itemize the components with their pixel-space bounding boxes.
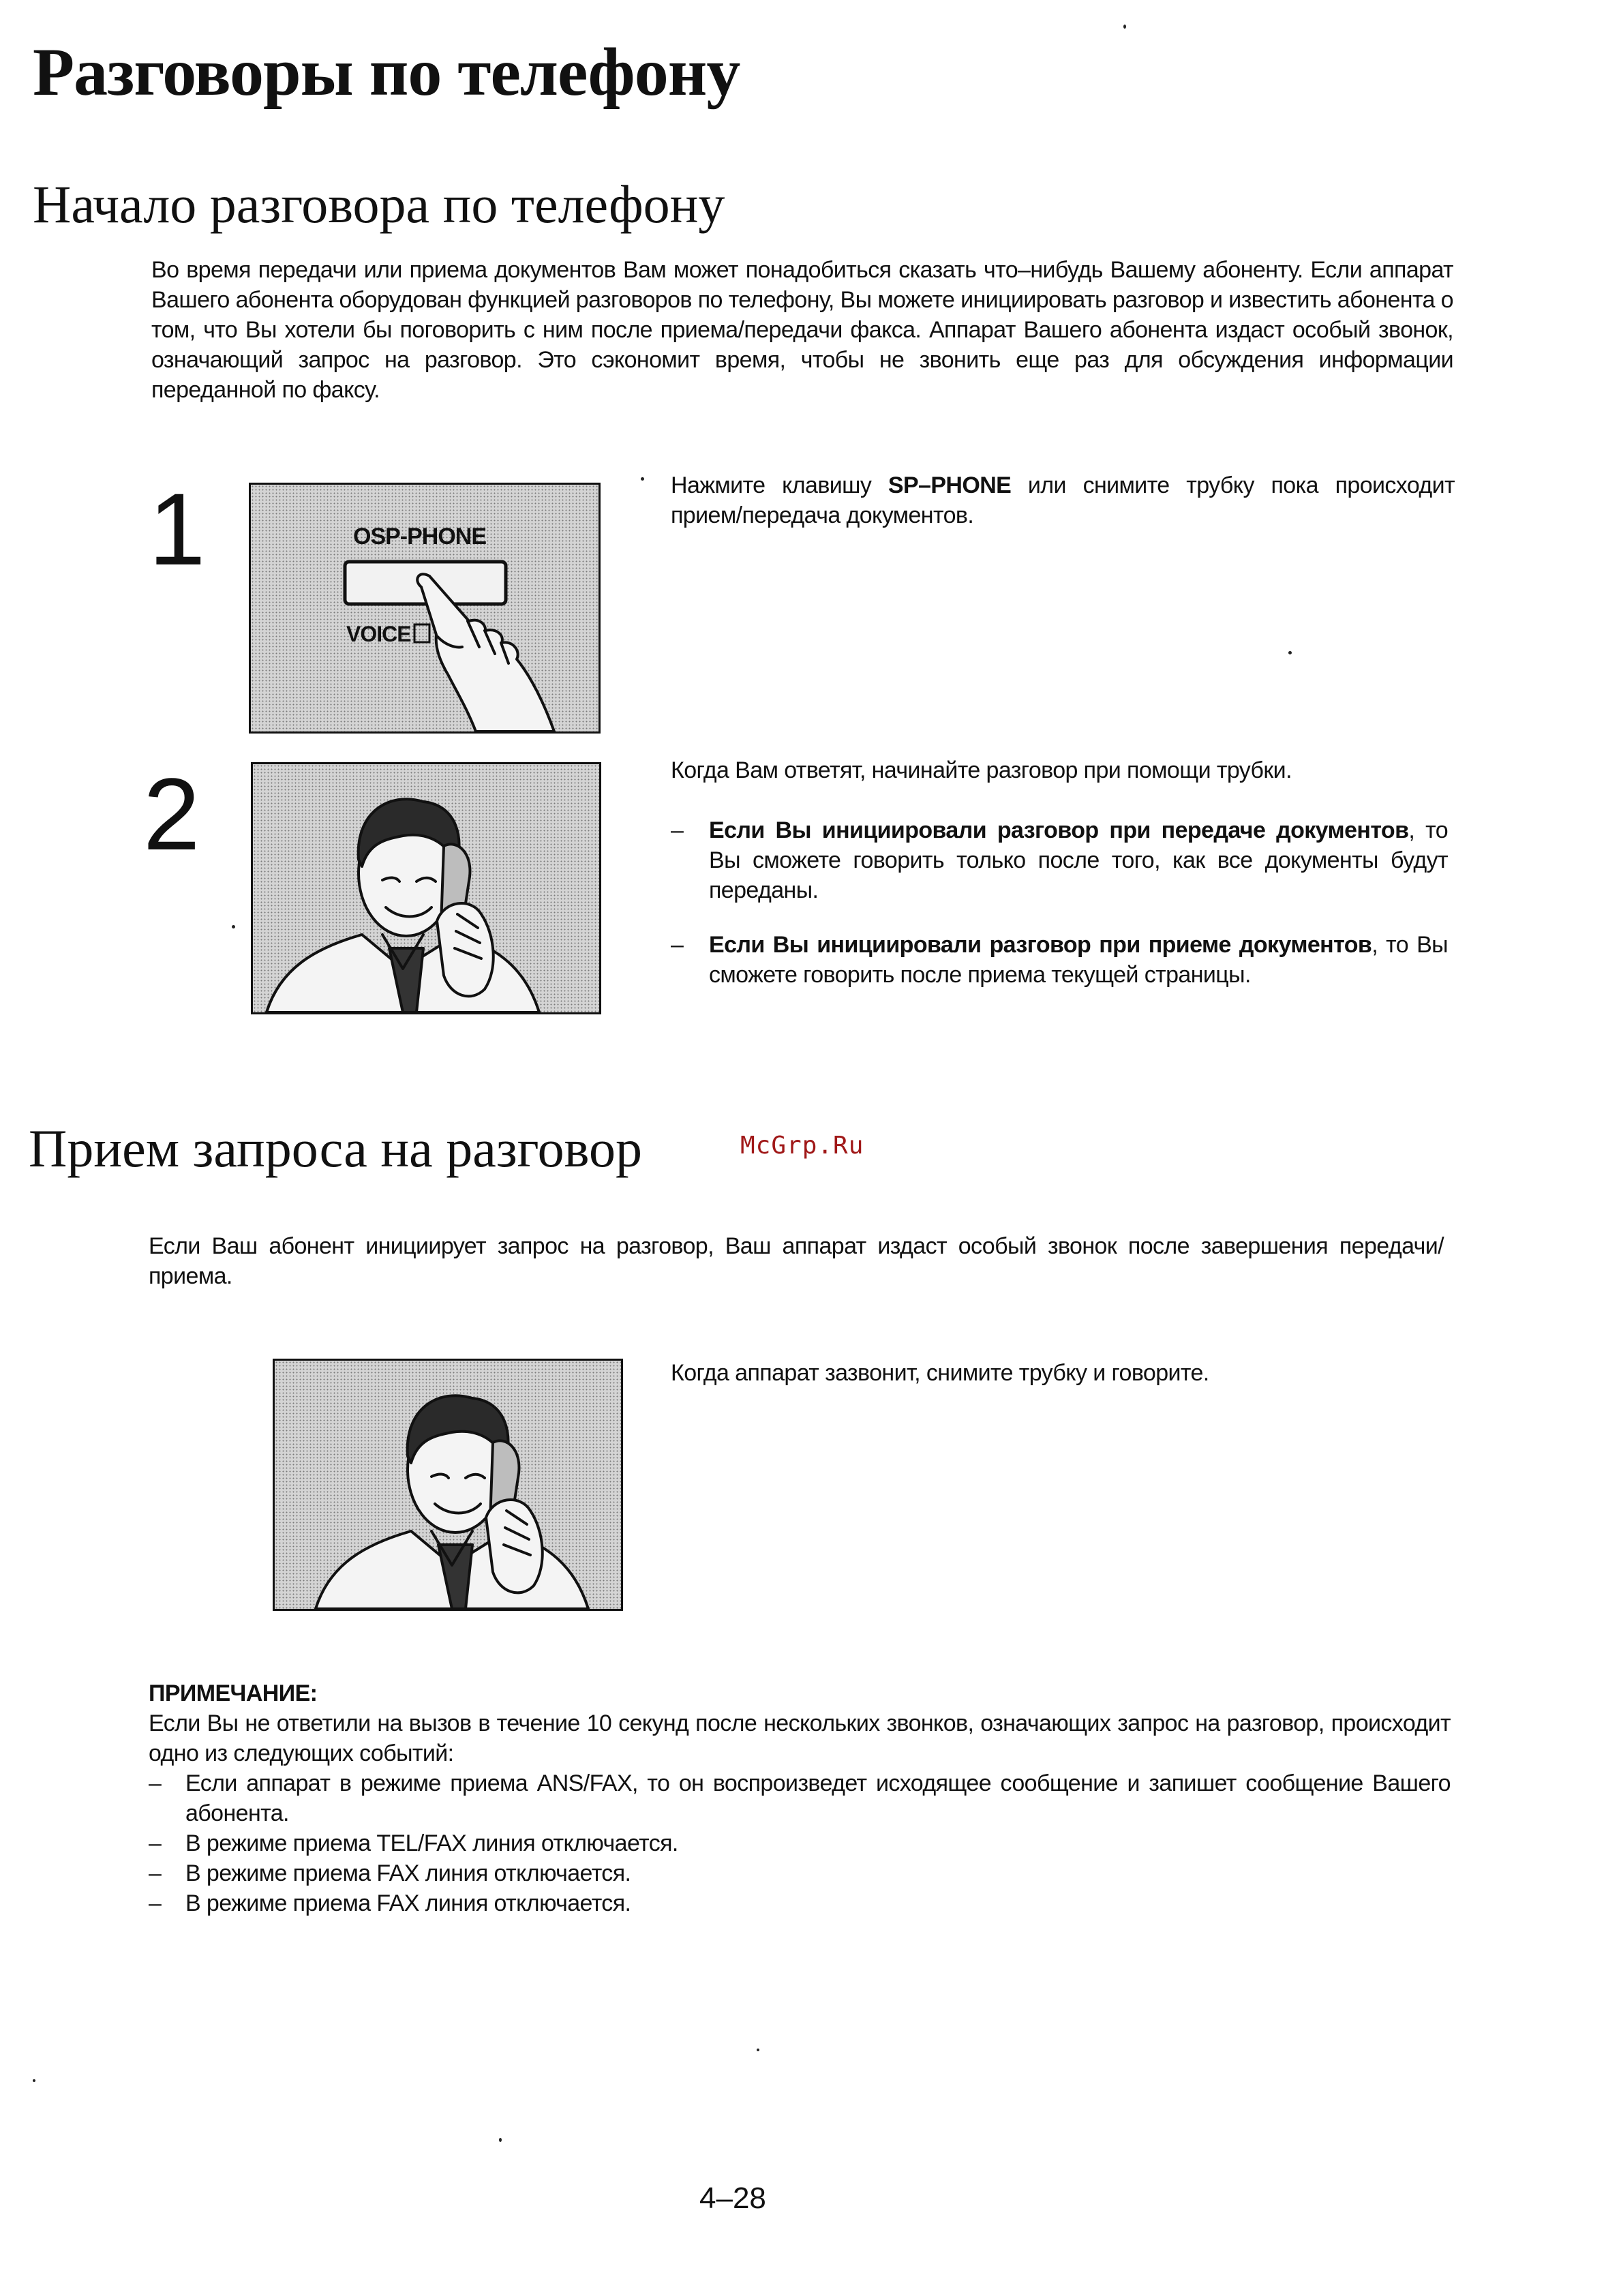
section2-intro-paragraph: Если Ваш абонент инициирует запрос на разговор, Ваш аппарат издаст особый звонок после завершения передачи/приема. <box>149 1233 1444 1289</box>
page-number: 4–28 <box>699 2181 766 2215</box>
list-item <box>149 1768 1451 1828</box>
step2-bullet-list <box>671 815 1448 1014</box>
man-on-phone-icon <box>275 1361 621 1609</box>
list-item <box>149 1888 1451 1918</box>
list-item <box>149 1828 1451 1858</box>
scan-speck <box>641 477 644 481</box>
scan-speck <box>1288 651 1292 654</box>
intro-paragraph: Во время передачи или приема документов Вам может понадобиться сказать что–нибудь Вашему абоненту. Если аппарат Вашего абонента оборудован функцией разговоров по телефону, Вы можете инициировать разговор и известить абонента о том, что Вы хотели бы поговорить с ним после приема/передачи факса. Аппарат Вашего абонента издаст особый звонок, означающий запрос на разговор. Это сэкономит время, чтобы не звонить еще раз для обсуждения информации переданной по факсу. <box>151 257 1453 403</box>
list-item-rest: , то Вы сможете говорить только после того, как все документы будут переданы. <box>709 817 1449 903</box>
scan-speck <box>232 925 235 928</box>
section-title-receive-request: Прием запроса на разговор <box>29 1119 642 1178</box>
note-title: ПРИМЕЧАНИЕ: <box>149 1680 318 1706</box>
section-title-start-conversation: Начало разговора по телефону <box>33 175 725 234</box>
note-item-text: В режиме приема TEL/FAX линия отключается. <box>185 1830 678 1856</box>
dash-marker: – <box>671 932 684 958</box>
dash-marker: – <box>149 1860 162 1886</box>
dash-marker: – <box>149 1890 162 1916</box>
sp-phone-key-label: OSP-PHONE <box>353 524 487 549</box>
step2-instruction: Когда Вам ответят, начинайте разговор при помощи трубки. <box>671 757 1292 783</box>
note-item-text: В режиме приема FAX линия отключается. <box>185 1890 631 1916</box>
page-title: Разговоры по телефону <box>33 34 740 110</box>
dash-marker: – <box>149 1770 162 1796</box>
step-number-2: 2 <box>143 757 200 871</box>
dash-marker: – <box>149 1830 162 1856</box>
scan-speck <box>499 2138 502 2142</box>
dash-marker: – <box>671 817 684 843</box>
sp-phone-key-name: SP–PHONE <box>888 472 1012 498</box>
step1-instruction <box>671 470 1455 530</box>
list-item <box>671 815 1448 905</box>
note-block <box>149 1678 1451 1918</box>
man-on-phone-illustration-2 <box>273 1359 623 1611</box>
sp-phone-key-illustration <box>249 483 601 734</box>
note-body: Если Вы не ответили на вызов в течение 10 секунд после нескольких звонков, означающих запрос на разговор, происходит одно из следующих событий: <box>149 1710 1451 1766</box>
scan-speck <box>1123 25 1126 29</box>
section2-instruction: Когда аппарат зазвонит, снимите трубку и говорите. <box>671 1360 1209 1386</box>
step-number-1: 1 <box>149 472 206 586</box>
scan-speck <box>757 2049 759 2051</box>
list-item-rest: , то Вы сможете говорить после приема текущей страницы. <box>709 932 1448 988</box>
step1-text-before: Нажмите клавишу <box>671 472 888 498</box>
list-item <box>149 1858 1451 1888</box>
list-item <box>671 930 1448 990</box>
note-item-text: В режиме приема FAX линия отключается. <box>185 1860 631 1886</box>
note-item-text: Если аппарат в режиме приема ANS/FAX, то он воспроизведет исходящее сообщение и запишет сообщение Вашего абонента. <box>185 1770 1451 1826</box>
man-on-phone-icon <box>253 764 599 1012</box>
scan-speck <box>33 2079 35 2082</box>
list-item-bold: Если Вы инициировали разговор при приеме документов <box>709 932 1372 958</box>
voice-key-label: VOICE <box>346 622 411 646</box>
list-item-bold: Если Вы инициировали разговор при передаче документов <box>709 817 1409 843</box>
man-on-phone-illustration <box>251 762 601 1014</box>
watermark-text: McGrp.Ru <box>740 1132 864 1160</box>
step1-text-after: или снимите трубку пока происходит прием/передача документов. <box>671 472 1455 528</box>
